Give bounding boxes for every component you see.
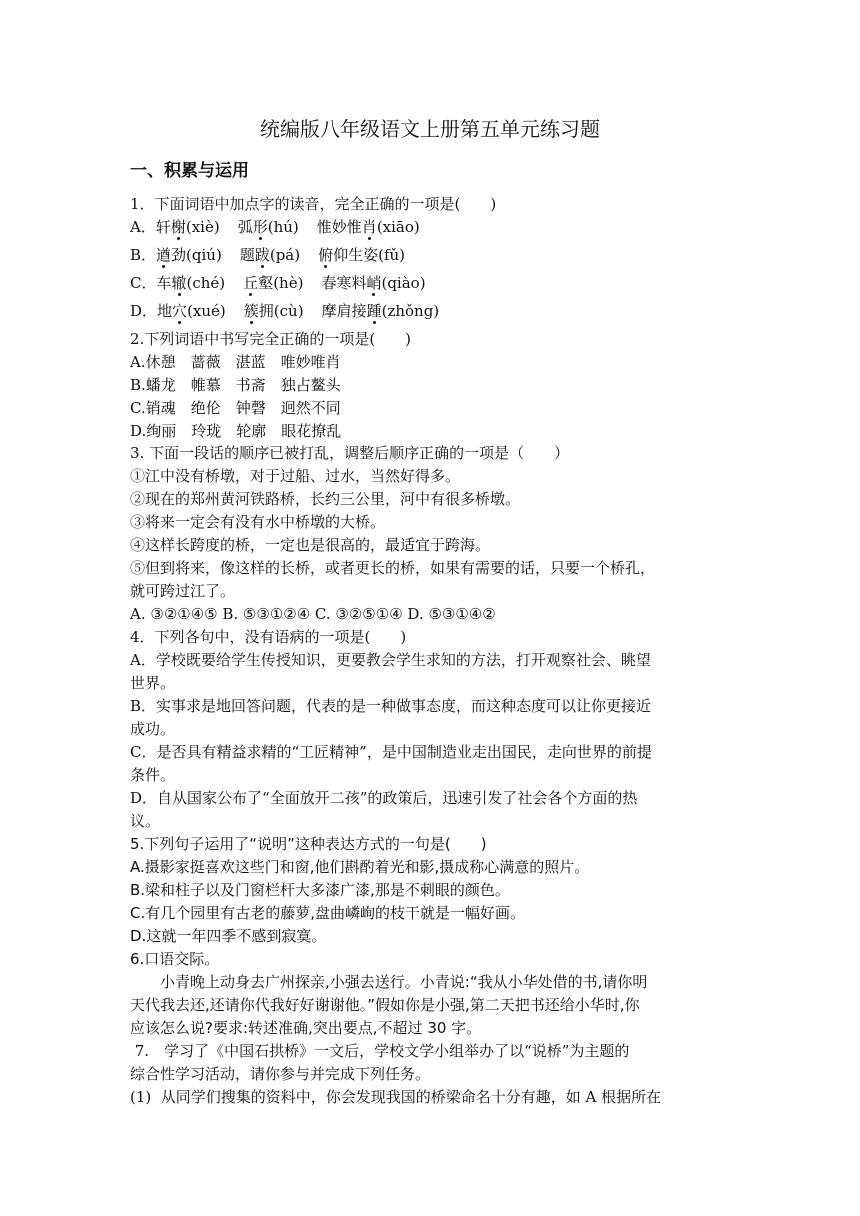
dotted-character: 遒: [156, 246, 172, 264]
q3-sentence-5-cont: 就可跨过江了。: [130, 582, 236, 600]
word-suffix: 仰生姿(fǔ): [333, 246, 406, 264]
word-suffix: 劲(qiú): [171, 246, 222, 264]
q1-option-a: [130, 216, 730, 238]
q7-line: (1) 从同学们搜集的资料中，你会发现我国的桥梁命名十分有趣，如 A 根据所在: [130, 1088, 662, 1106]
q4-line: B．实事求是地回答问题，代表的是一种做事态度，而这种态度可以让你更接近: [130, 697, 652, 715]
word-suffix: (hú): [267, 218, 299, 236]
dotted-character: 穴: [172, 302, 188, 320]
q3-choices: A. ③②①④⑤ B. ⑤③①②④ C. ③②⑤①④ D. ⑤③①④②: [130, 605, 496, 623]
word-suffix: (xiè): [185, 218, 220, 236]
word-suffix: (pá): [269, 246, 301, 264]
q2-option-b: B.蟠龙 帷慕 书斋 独占鳌头: [130, 376, 341, 394]
q1-word: [243, 274, 303, 292]
q7-line: 综合性学习活动，请你参与并完成下列任务。: [130, 1065, 431, 1083]
q6-line: 应该怎么说?要求:转述准确,突出要点,不超过 30 字。: [130, 1019, 482, 1037]
q1-option-d: [130, 300, 730, 322]
dotted-character: 肖: [361, 218, 377, 236]
q5-option-b: B.梁和柱子以及门窗栏杆大多漆广漆,那是不刺眼的颜色。: [130, 881, 510, 899]
dotted-character: 峭: [366, 274, 382, 292]
word-suffix: (zhǒng): [381, 302, 440, 320]
q3-sentence-2: ②现在的郑州黄河铁路桥，长约三公里，河中有很多桥墩。: [130, 490, 521, 508]
q1-word: [322, 302, 440, 320]
q3-sentence-4: ④这样长跨度的桥，一定也是很高的，最适宜于跨海。: [130, 536, 491, 554]
q4-line: C．是否具有精益求精的“工匠精神”，是中国制造业走出国民，走向世界的前提: [130, 743, 652, 761]
q1-word: [157, 302, 226, 320]
q2-stem: 2.下列词语中书写完全正确的一项是( ): [130, 330, 412, 348]
q1-word: [321, 274, 425, 292]
q6-line: 天代我去还,还请你代我好好谢谢他。”假如你是小强,第二天把书还给小华时,你: [130, 996, 640, 1014]
q5-stem: 5.下列句子运用了“说明”这种表达方式的一句是( ): [130, 835, 487, 853]
word-suffix: (qiào): [381, 274, 426, 292]
word-prefix: 春寒料: [321, 274, 367, 292]
word-prefix: 地: [157, 302, 173, 320]
q5-option-a: A.摄影家挺喜欢这些门和窗,他们斟酌着光和影,摄成称心满意的照片。: [130, 858, 590, 876]
q6-stem: 6.口语交际。: [130, 950, 220, 968]
word-prefix: 题: [239, 246, 255, 264]
section-heading: 一、积累与运用: [130, 161, 249, 181]
q4-line: D．自从国家公布了“全面放开二孩”的政策后，迅速引发了社会各个方面的热: [130, 789, 638, 807]
dotted-character: 丘: [243, 274, 259, 292]
q1-option-b: [130, 244, 730, 266]
dotted-character: 踵: [366, 302, 382, 320]
word-suffix: (ché): [186, 274, 226, 292]
q2-option-c: C.销魂 绝伦 钟磬 迥然不同: [130, 399, 341, 417]
option-label: C．: [130, 274, 157, 292]
q3-sentence-3: ③将来一定会有没有水中桥墩的大桥。: [130, 513, 386, 531]
dotted-character: 簇: [243, 302, 259, 320]
dotted-character: 形: [252, 218, 268, 236]
option-label: D．: [130, 302, 158, 320]
word-prefix: 车: [156, 274, 172, 292]
q3-stem: 3. 下面一段话的顺序已被打乱，调整后顺序正确的一项是（ ）: [130, 444, 570, 462]
q1-option-c: [130, 272, 730, 294]
q6-line: 小青晚上动身去广州探亲,小强去送行。小青说:“我从小华处借的书,请你明: [130, 973, 648, 991]
word-suffix: (xiāo): [376, 218, 420, 236]
q1-word: [156, 274, 225, 292]
q4-line: 条件。: [130, 766, 176, 784]
q4-line: 成功。: [130, 720, 176, 738]
option-label: B．: [130, 246, 157, 264]
option-label: A．: [130, 218, 156, 236]
word-suffix: 拥(cù): [258, 302, 304, 320]
q1-word: [317, 218, 420, 236]
q4-line: A．学校既要给学生传授知识，更要教会学生求知的方法，打开观察社会、眺望: [130, 651, 651, 669]
dotted-character: 辙: [171, 274, 187, 292]
q1-word: [318, 246, 405, 264]
dotted-character: 榭: [170, 218, 186, 236]
q4-stem: 4．下列各句中，没有语病的一项是( ): [130, 628, 407, 646]
word-prefix: 惟妙惟: [316, 218, 362, 236]
q1-stem: 1．下面词语中加点字的读音，完全正确的一项是( ): [130, 195, 497, 213]
word-prefix: 弧: [237, 218, 253, 236]
q1-word: [244, 302, 304, 320]
dotted-character: 跋: [254, 246, 270, 264]
word-prefix: 摩肩接: [321, 302, 367, 320]
dotted-character: 俯: [318, 246, 334, 264]
q4-line: 世界。: [130, 674, 176, 692]
q1-word: [240, 246, 300, 264]
q3-sentence-5: ⑤但到将来，像这样的长桥，或者更长的桥，如果有需要的话，只要一个桥孔，: [130, 559, 656, 577]
q1-word: [156, 246, 222, 264]
q2-option-a: A.休憩 蔷薇 湛蓝 唯妙唯肖: [130, 353, 341, 371]
q5-option-c: C.有几个园里有古老的藤萝,盘曲嶙峋的枝干就是一幅好画。: [130, 904, 526, 922]
q3-sentence-1: ①江中没有桥墩，对于过船、过水，当然好得多。: [130, 467, 461, 485]
q5-option-d: D.这就一年四季不感到寂寞。: [130, 927, 327, 945]
q1-word: [156, 218, 220, 236]
word-suffix: (xué): [187, 302, 226, 320]
word-suffix: 壑(hè): [258, 274, 304, 292]
word-prefix: 轩: [155, 218, 171, 236]
q2-option-d: D.绚丽 玲珑 轮廓 眼花撩乱: [130, 422, 342, 440]
page-title: 统编版八年级语文上册第五单元练习题: [260, 117, 600, 141]
q1-word: [238, 218, 299, 236]
q7-line: 7. 学习了《中国石拱桥》一文后，学校文学小组举办了以“说桥”为主题的: [130, 1042, 630, 1060]
q4-line: 议。: [130, 812, 161, 830]
